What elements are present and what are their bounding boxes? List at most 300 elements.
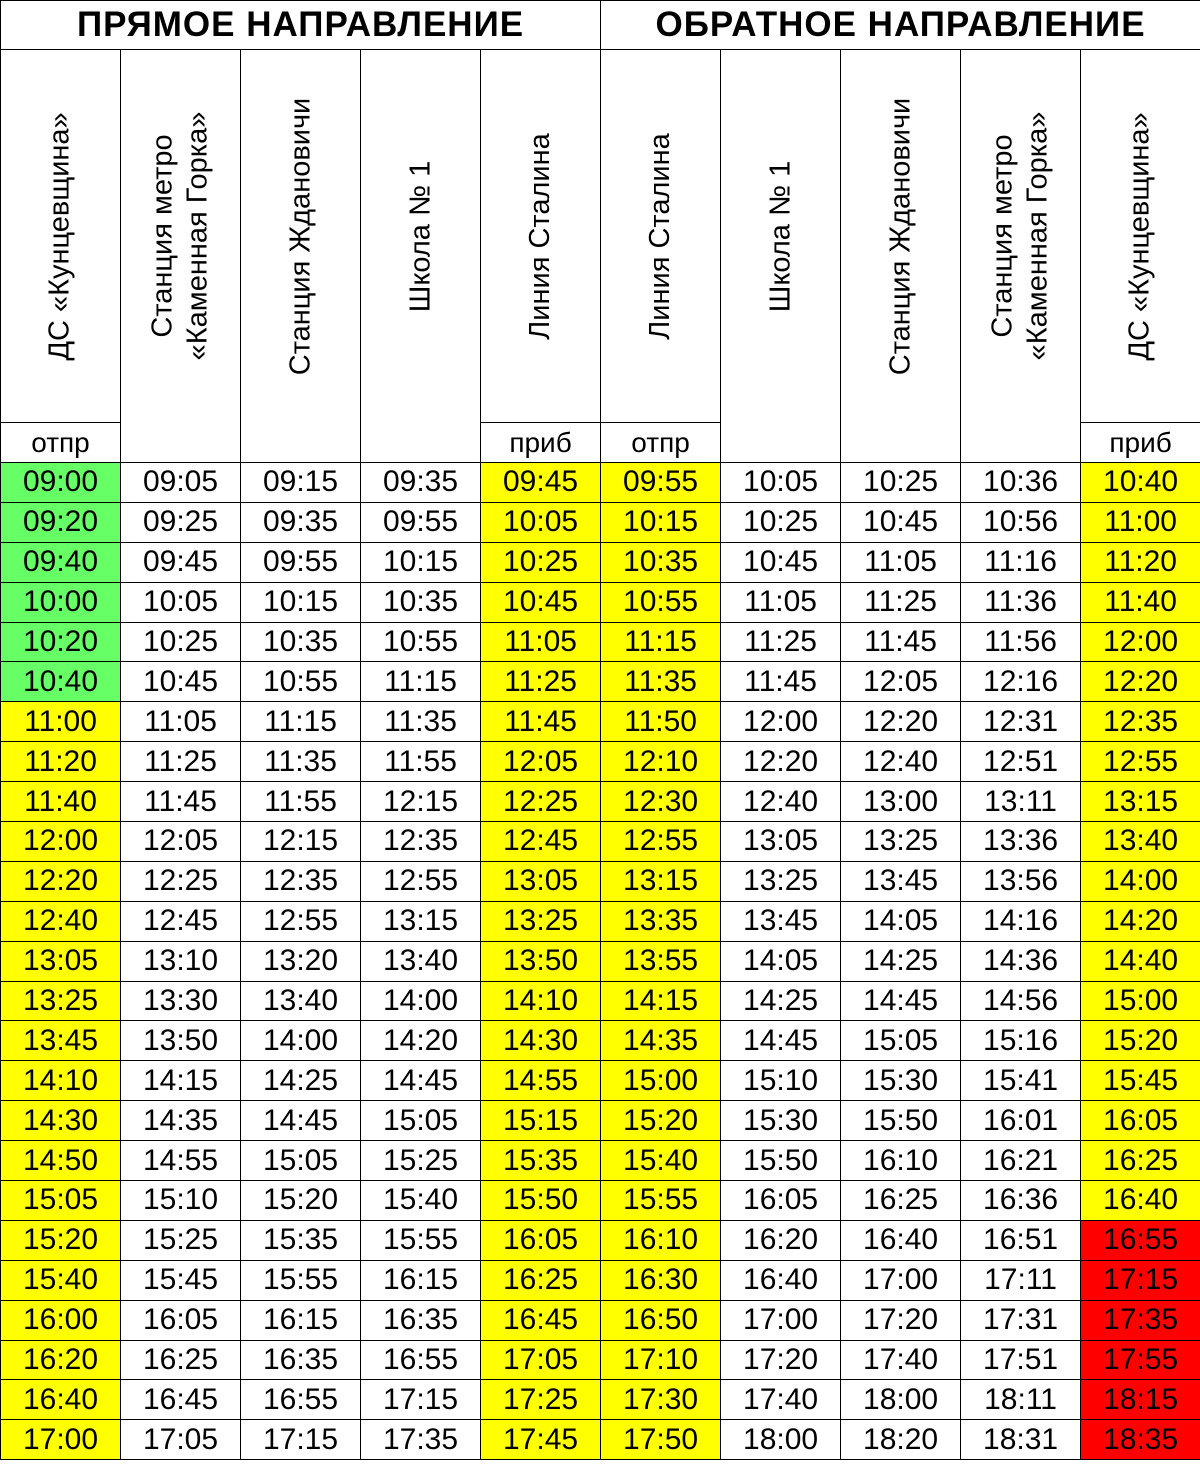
time-cell: 14:20 bbox=[361, 1021, 481, 1061]
time-cell: 14:55 bbox=[121, 1141, 241, 1181]
time-cell: 14:10 bbox=[481, 981, 601, 1021]
time-cell: 13:50 bbox=[481, 941, 601, 981]
time-cell: 14:45 bbox=[841, 981, 961, 1021]
time-cell: 14:55 bbox=[481, 1061, 601, 1101]
time-cell: 17:40 bbox=[721, 1380, 841, 1420]
time-cell: 17:51 bbox=[961, 1340, 1081, 1380]
stop-names-row bbox=[1, 50, 1200, 423]
stop-name-line: Станция метро bbox=[986, 134, 1019, 338]
time-cell: 12:55 bbox=[241, 901, 361, 941]
time-cell: 10:00 bbox=[1, 582, 121, 622]
time-cell: 11:36 bbox=[961, 582, 1081, 622]
time-cell: 16:36 bbox=[961, 1181, 1081, 1221]
time-cell: 15:55 bbox=[241, 1260, 361, 1300]
stop-event-label: приб bbox=[1081, 423, 1200, 463]
time-cell: 16:25 bbox=[121, 1340, 241, 1380]
trip-row bbox=[1, 981, 1200, 1021]
time-cell: 11:05 bbox=[841, 542, 961, 582]
time-cell: 14:35 bbox=[121, 1101, 241, 1141]
time-cell: 10:05 bbox=[481, 502, 601, 542]
time-cell: 10:55 bbox=[601, 582, 721, 622]
time-cell: 12:40 bbox=[1, 901, 121, 941]
time-cell: 13:25 bbox=[481, 901, 601, 941]
time-cell: 16:35 bbox=[241, 1340, 361, 1380]
time-cell: 11:25 bbox=[121, 742, 241, 782]
time-cell: 12:05 bbox=[121, 822, 241, 862]
time-cell: 11:45 bbox=[121, 782, 241, 822]
time-cell: 09:35 bbox=[361, 463, 481, 503]
time-cell: 11:15 bbox=[601, 622, 721, 662]
time-cell: 09:55 bbox=[241, 542, 361, 582]
time-cell: 12:35 bbox=[361, 822, 481, 862]
direction-forward: ПРЯМОЕ НАПРАВЛЕНИЕ bbox=[1, 1, 601, 50]
time-cell: 15:10 bbox=[121, 1181, 241, 1221]
time-cell: 13:05 bbox=[481, 861, 601, 901]
time-cell: 12:40 bbox=[721, 782, 841, 822]
time-cell: 14:50 bbox=[1, 1141, 121, 1181]
time-cell: 15:25 bbox=[361, 1141, 481, 1181]
trip-row bbox=[1, 1300, 1200, 1340]
time-cell: 11:55 bbox=[241, 782, 361, 822]
trip-row bbox=[1, 742, 1200, 782]
time-cell: 11:40 bbox=[1081, 582, 1200, 622]
trip-row bbox=[1, 622, 1200, 662]
time-cell: 16:25 bbox=[841, 1181, 961, 1221]
time-cell: 12:00 bbox=[1, 822, 121, 862]
time-cell: 12:10 bbox=[601, 742, 721, 782]
time-cell: 18:00 bbox=[841, 1380, 961, 1420]
time-cell: 15:16 bbox=[961, 1021, 1081, 1061]
time-cell: 09:45 bbox=[481, 463, 601, 503]
time-cell: 16:20 bbox=[721, 1220, 841, 1260]
trip-row bbox=[1, 1061, 1200, 1101]
time-cell: 13:25 bbox=[721, 861, 841, 901]
time-cell: 13:56 bbox=[961, 861, 1081, 901]
stop-name-cell bbox=[1, 50, 121, 423]
time-cell: 12:00 bbox=[721, 702, 841, 742]
time-cell: 15:05 bbox=[841, 1021, 961, 1061]
trip-row bbox=[1, 1141, 1200, 1181]
time-cell: 10:25 bbox=[721, 502, 841, 542]
time-cell: 16:45 bbox=[481, 1300, 601, 1340]
time-cell: 16:10 bbox=[841, 1141, 961, 1181]
stop-name-line: «Каменная Горка» bbox=[181, 111, 214, 361]
time-cell: 10:45 bbox=[481, 582, 601, 622]
time-cell: 15:15 bbox=[481, 1101, 601, 1141]
time-cell: 11:45 bbox=[841, 622, 961, 662]
time-cell: 16:00 bbox=[1, 1300, 121, 1340]
time-cell: 10:05 bbox=[721, 463, 841, 503]
stop-name-line: Линия Сталина bbox=[524, 132, 557, 340]
trip-row bbox=[1, 542, 1200, 582]
time-cell: 16:40 bbox=[1081, 1181, 1200, 1221]
stop-name-line: Станция метро bbox=[146, 134, 179, 338]
time-cell: 16:55 bbox=[361, 1340, 481, 1380]
time-cell: 09:35 bbox=[241, 502, 361, 542]
time-cell: 14:30 bbox=[481, 1021, 601, 1061]
trip-row bbox=[1, 502, 1200, 542]
time-cell: 14:15 bbox=[601, 981, 721, 1021]
time-cell: 11:55 bbox=[361, 742, 481, 782]
time-cell: 13:40 bbox=[361, 941, 481, 981]
time-cell: 14:40 bbox=[1081, 941, 1200, 981]
time-cell: 17:30 bbox=[601, 1380, 721, 1420]
time-cell: 12:31 bbox=[961, 702, 1081, 742]
stop-name-cell bbox=[121, 50, 241, 463]
time-cell: 12:45 bbox=[481, 822, 601, 862]
time-cell: 16:40 bbox=[721, 1260, 841, 1300]
time-cell: 13:25 bbox=[841, 822, 961, 862]
time-cell: 16:05 bbox=[481, 1220, 601, 1260]
time-cell: 15:10 bbox=[721, 1061, 841, 1101]
time-cell: 17:31 bbox=[961, 1300, 1081, 1340]
time-cell: 10:40 bbox=[1081, 463, 1200, 503]
stop-name-line: «Каменная Горка» bbox=[1021, 111, 1054, 361]
time-cell: 17:45 bbox=[481, 1420, 601, 1460]
time-cell: 12:00 bbox=[1081, 622, 1200, 662]
time-cell: 17:35 bbox=[361, 1420, 481, 1460]
time-cell: 12:55 bbox=[361, 861, 481, 901]
time-cell: 12:05 bbox=[481, 742, 601, 782]
time-cell: 13:55 bbox=[601, 941, 721, 981]
time-cell: 11:35 bbox=[601, 662, 721, 702]
trip-row bbox=[1, 582, 1200, 622]
time-cell: 17:20 bbox=[841, 1300, 961, 1340]
stop-name-line: Станция Ждановичи bbox=[884, 97, 917, 375]
time-cell: 17:00 bbox=[841, 1260, 961, 1300]
time-cell: 15:35 bbox=[481, 1141, 601, 1181]
time-cell: 10:45 bbox=[841, 502, 961, 542]
time-cell: 18:15 bbox=[1081, 1380, 1200, 1420]
stop-name-cell bbox=[361, 50, 481, 463]
time-cell: 13:15 bbox=[1081, 782, 1200, 822]
time-cell: 15:20 bbox=[1, 1220, 121, 1260]
time-cell: 14:25 bbox=[241, 1061, 361, 1101]
time-cell: 11:35 bbox=[361, 702, 481, 742]
time-cell: 09:55 bbox=[601, 463, 721, 503]
time-cell: 10:56 bbox=[961, 502, 1081, 542]
time-cell: 15:45 bbox=[1081, 1061, 1200, 1101]
time-cell: 12:45 bbox=[121, 901, 241, 941]
time-cell: 14:56 bbox=[961, 981, 1081, 1021]
time-cell: 11:25 bbox=[481, 662, 601, 702]
time-cell: 15:40 bbox=[601, 1141, 721, 1181]
time-cell: 13:10 bbox=[121, 941, 241, 981]
time-cell: 12:20 bbox=[1, 861, 121, 901]
time-cell: 12:15 bbox=[241, 822, 361, 862]
time-cell: 12:55 bbox=[601, 822, 721, 862]
time-cell: 15:20 bbox=[241, 1181, 361, 1221]
time-cell: 17:25 bbox=[481, 1380, 601, 1420]
time-cell: 16:15 bbox=[241, 1300, 361, 1340]
time-cell: 10:25 bbox=[121, 622, 241, 662]
time-cell: 12:20 bbox=[721, 742, 841, 782]
stop-name-line: Станция Ждановичи bbox=[284, 97, 316, 375]
time-cell: 14:25 bbox=[721, 981, 841, 1021]
time-cell: 14:25 bbox=[841, 941, 961, 981]
time-cell: 14:20 bbox=[1081, 901, 1200, 941]
time-cell: 14:05 bbox=[721, 941, 841, 981]
time-cell: 16:40 bbox=[841, 1220, 961, 1260]
time-cell: 17:15 bbox=[241, 1420, 361, 1460]
time-cell: 14:00 bbox=[241, 1021, 361, 1061]
time-cell: 13:25 bbox=[1, 981, 121, 1021]
stop-name-line: ДС «Кунцевщина» bbox=[1124, 111, 1157, 361]
trip-row bbox=[1, 822, 1200, 862]
time-cell: 15:50 bbox=[721, 1141, 841, 1181]
time-cell: 17:10 bbox=[601, 1340, 721, 1380]
time-cell: 16:55 bbox=[1081, 1220, 1200, 1260]
time-cell: 12:51 bbox=[961, 742, 1081, 782]
time-cell: 11:05 bbox=[121, 702, 241, 742]
time-cell: 17:35 bbox=[1081, 1300, 1200, 1340]
time-cell: 16:21 bbox=[961, 1141, 1081, 1181]
time-cell: 10:25 bbox=[481, 542, 601, 582]
time-cell: 12:25 bbox=[121, 861, 241, 901]
time-cell: 10:40 bbox=[1, 662, 121, 702]
time-cell: 12:30 bbox=[601, 782, 721, 822]
time-cell: 13:15 bbox=[361, 901, 481, 941]
time-cell: 18:31 bbox=[961, 1420, 1081, 1460]
stop-name-cell bbox=[1081, 50, 1200, 423]
time-cell: 13:15 bbox=[601, 861, 721, 901]
trip-row bbox=[1, 1220, 1200, 1260]
time-cell: 12:35 bbox=[1081, 702, 1200, 742]
time-cell: 11:05 bbox=[721, 582, 841, 622]
trip-row bbox=[1, 1420, 1200, 1460]
time-cell: 15:20 bbox=[1081, 1021, 1200, 1061]
time-cell: 18:20 bbox=[841, 1420, 961, 1460]
time-cell: 15:25 bbox=[121, 1220, 241, 1260]
time-cell: 09:40 bbox=[1, 542, 121, 582]
trip-row bbox=[1, 1380, 1200, 1420]
time-cell: 11:45 bbox=[721, 662, 841, 702]
time-cell: 11:15 bbox=[361, 662, 481, 702]
time-cell: 14:36 bbox=[961, 941, 1081, 981]
time-cell: 15:00 bbox=[1081, 981, 1200, 1021]
time-cell: 17:11 bbox=[961, 1260, 1081, 1300]
time-cell: 15:35 bbox=[241, 1220, 361, 1260]
trip-row bbox=[1, 1340, 1200, 1380]
time-cell: 10:35 bbox=[361, 582, 481, 622]
time-cell: 13:20 bbox=[241, 941, 361, 981]
time-cell: 14:16 bbox=[961, 901, 1081, 941]
time-cell: 17:05 bbox=[481, 1340, 601, 1380]
time-cell: 12:35 bbox=[241, 861, 361, 901]
time-cell: 18:11 bbox=[961, 1380, 1081, 1420]
stop-name-line: Линия Сталина bbox=[644, 132, 677, 340]
time-cell: 13:45 bbox=[721, 901, 841, 941]
time-cell: 13:05 bbox=[1, 941, 121, 981]
time-cell: 17:55 bbox=[1081, 1340, 1200, 1380]
time-cell: 13:36 bbox=[961, 822, 1081, 862]
trip-row bbox=[1, 1021, 1200, 1061]
time-cell: 17:05 bbox=[121, 1420, 241, 1460]
time-cell: 11:00 bbox=[1, 702, 121, 742]
time-cell: 16:15 bbox=[361, 1260, 481, 1300]
time-cell: 16:20 bbox=[1, 1340, 121, 1380]
direction-reverse: ОБРАТНОЕ НАПРАВЛЕНИЕ bbox=[601, 1, 1200, 50]
time-cell: 09:55 bbox=[361, 502, 481, 542]
time-cell: 10:15 bbox=[241, 582, 361, 622]
time-cell: 12:55 bbox=[1081, 742, 1200, 782]
time-cell: 16:40 bbox=[1, 1380, 121, 1420]
time-cell: 13:40 bbox=[241, 981, 361, 1021]
trip-row bbox=[1, 941, 1200, 981]
time-cell: 10:15 bbox=[601, 502, 721, 542]
time-cell: 18:00 bbox=[721, 1420, 841, 1460]
time-cell: 15:20 bbox=[601, 1101, 721, 1141]
time-cell: 14:05 bbox=[841, 901, 961, 941]
trip-row bbox=[1, 702, 1200, 742]
stop-name-cell bbox=[961, 50, 1081, 463]
time-cell: 10:36 bbox=[961, 463, 1081, 503]
time-cell: 09:45 bbox=[121, 542, 241, 582]
time-cell: 15:05 bbox=[1, 1181, 121, 1221]
trip-row bbox=[1, 1181, 1200, 1221]
time-cell: 09:05 bbox=[121, 463, 241, 503]
time-cell: 16:01 bbox=[961, 1101, 1081, 1141]
time-cell: 13:30 bbox=[121, 981, 241, 1021]
stop-name-line: Школа № 1 bbox=[404, 160, 436, 312]
time-cell: 11:20 bbox=[1, 742, 121, 782]
trip-row bbox=[1, 782, 1200, 822]
time-cell: 16:05 bbox=[121, 1300, 241, 1340]
time-cell: 16:50 bbox=[601, 1300, 721, 1340]
time-cell: 13:35 bbox=[601, 901, 721, 941]
time-cell: 12:20 bbox=[1081, 662, 1200, 702]
stop-name-cell bbox=[601, 50, 721, 423]
time-cell: 12:15 bbox=[361, 782, 481, 822]
time-cell: 11:35 bbox=[241, 742, 361, 782]
time-cell: 15:40 bbox=[1, 1260, 121, 1300]
stop-name-line: ДС «Кунцевщина» bbox=[44, 111, 77, 361]
time-cell: 17:50 bbox=[601, 1420, 721, 1460]
time-cell: 10:15 bbox=[361, 542, 481, 582]
time-cell: 15:50 bbox=[841, 1101, 961, 1141]
time-cell: 17:00 bbox=[1, 1420, 121, 1460]
time-cell: 11:45 bbox=[481, 702, 601, 742]
time-cell: 12:05 bbox=[841, 662, 961, 702]
time-cell: 12:16 bbox=[961, 662, 1081, 702]
time-cell: 14:00 bbox=[361, 981, 481, 1021]
time-cell: 17:20 bbox=[721, 1340, 841, 1380]
time-cell: 15:41 bbox=[961, 1061, 1081, 1101]
time-cell: 09:15 bbox=[241, 463, 361, 503]
time-cell: 10:35 bbox=[241, 622, 361, 662]
time-cell: 11:15 bbox=[241, 702, 361, 742]
direction-header-row bbox=[1, 1, 1200, 50]
time-cell: 13:45 bbox=[841, 861, 961, 901]
time-cell: 15:45 bbox=[121, 1260, 241, 1300]
time-cell: 15:00 bbox=[601, 1061, 721, 1101]
time-cell: 10:45 bbox=[721, 542, 841, 582]
time-cell: 13:05 bbox=[721, 822, 841, 862]
trip-row bbox=[1, 1260, 1200, 1300]
time-cell: 13:00 bbox=[841, 782, 961, 822]
stop-event-label: отпр bbox=[1, 423, 121, 463]
time-cell: 11:40 bbox=[1, 782, 121, 822]
time-cell: 17:15 bbox=[1081, 1260, 1200, 1300]
time-cell: 11:20 bbox=[1081, 542, 1200, 582]
stop-name-cell bbox=[241, 50, 361, 463]
trip-row bbox=[1, 662, 1200, 702]
time-cell: 14:10 bbox=[1, 1061, 121, 1101]
stop-name-cell bbox=[481, 50, 601, 423]
time-cell: 14:30 bbox=[1, 1101, 121, 1141]
trip-row bbox=[1, 861, 1200, 901]
time-cell: 16:25 bbox=[1081, 1141, 1200, 1181]
time-cell: 12:40 bbox=[841, 742, 961, 782]
time-cell: 10:45 bbox=[121, 662, 241, 702]
time-cell: 10:55 bbox=[361, 622, 481, 662]
time-cell: 17:15 bbox=[361, 1380, 481, 1420]
time-cell: 17:00 bbox=[721, 1300, 841, 1340]
time-cell: 15:40 bbox=[361, 1181, 481, 1221]
time-cell: 12:25 bbox=[481, 782, 601, 822]
stop-name-cell bbox=[841, 50, 961, 463]
time-cell: 16:35 bbox=[361, 1300, 481, 1340]
stop-name-line: Школа № 1 bbox=[764, 160, 797, 312]
time-cell: 15:55 bbox=[601, 1181, 721, 1221]
time-cell: 11:05 bbox=[481, 622, 601, 662]
trip-row bbox=[1, 1101, 1200, 1141]
time-cell: 14:45 bbox=[361, 1061, 481, 1101]
time-cell: 09:20 bbox=[1, 502, 121, 542]
time-cell: 11:50 bbox=[601, 702, 721, 742]
time-cell: 15:05 bbox=[241, 1141, 361, 1181]
time-cell: 16:51 bbox=[961, 1220, 1081, 1260]
trip-row bbox=[1, 463, 1200, 503]
time-cell: 16:25 bbox=[481, 1260, 601, 1300]
time-cell: 15:30 bbox=[721, 1101, 841, 1141]
time-cell: 11:25 bbox=[841, 582, 961, 622]
stop-event-label: отпр bbox=[601, 423, 721, 463]
time-cell: 14:45 bbox=[241, 1101, 361, 1141]
time-cell: 16:10 bbox=[601, 1220, 721, 1260]
time-cell: 13:45 bbox=[1, 1021, 121, 1061]
time-cell: 12:20 bbox=[841, 702, 961, 742]
time-cell: 15:05 bbox=[361, 1101, 481, 1141]
time-cell: 10:35 bbox=[601, 542, 721, 582]
time-cell: 15:50 bbox=[481, 1181, 601, 1221]
time-cell: 13:11 bbox=[961, 782, 1081, 822]
time-cell: 11:00 bbox=[1081, 502, 1200, 542]
time-cell: 18:35 bbox=[1081, 1420, 1200, 1460]
time-cell: 10:20 bbox=[1, 622, 121, 662]
time-cell: 14:35 bbox=[601, 1021, 721, 1061]
time-cell: 10:25 bbox=[841, 463, 961, 503]
time-cell: 13:40 bbox=[1081, 822, 1200, 862]
time-cell: 11:56 bbox=[961, 622, 1081, 662]
stop-event-label: приб bbox=[481, 423, 601, 463]
time-cell: 09:00 bbox=[1, 463, 121, 503]
time-cell: 13:50 bbox=[121, 1021, 241, 1061]
time-cell: 14:45 bbox=[721, 1021, 841, 1061]
time-cell: 11:16 bbox=[961, 542, 1081, 582]
time-cell: 17:40 bbox=[841, 1340, 961, 1380]
time-cell: 14:00 bbox=[1081, 861, 1200, 901]
stop-name-cell bbox=[721, 50, 841, 463]
time-cell: 16:05 bbox=[1081, 1101, 1200, 1141]
time-cell: 10:05 bbox=[121, 582, 241, 622]
time-cell: 15:30 bbox=[841, 1061, 961, 1101]
time-cell: 10:55 bbox=[241, 662, 361, 702]
time-cell: 15:55 bbox=[361, 1220, 481, 1260]
time-cell: 16:55 bbox=[241, 1380, 361, 1420]
time-cell: 14:15 bbox=[121, 1061, 241, 1101]
time-cell: 16:30 bbox=[601, 1260, 721, 1300]
